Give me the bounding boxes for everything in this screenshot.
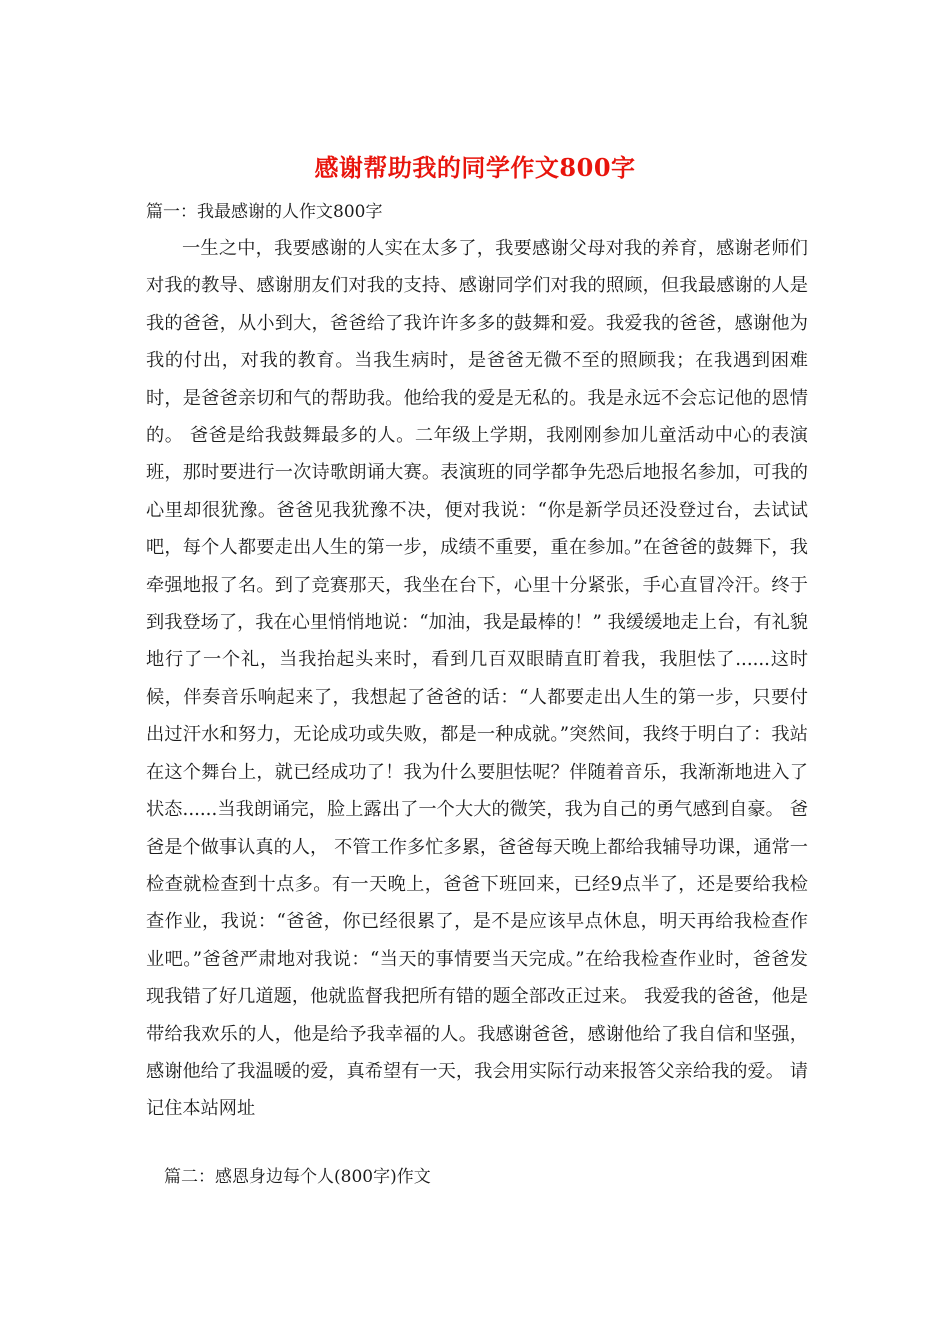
section-2-heading: 篇二：感恩身边每个人(800字)作文: [164, 1167, 431, 1187]
section-1-heading: 篇一：我最感谢的人作文800字: [146, 202, 383, 222]
section-1-body: 一生之中，我要感谢的人实在太多了，我要感谢父母对我的养育，感谢老师们对我的教导、感谢朋友们对我的支持、感谢同学们对我的照顾，但我最感谢的人是我的爸爸，从小到大，爸爸给了我许许多多的鼓舞和爱。我爱我的爸爸，感谢他为我的付出，对我的教育。当我生病时，是爸爸无微不至的照顾我；在我遇到困难时，是爸爸亲切和气的帮助我。他给我的爱是无私的。我是永远不会忘记他的恩情的。 爸爸是给我鼓舞最多的人。二年级上学期，我刚刚参加儿童活动中心的表演班，那时要进行一次诗歌朗诵大赛。表演班的同学都争先恐后地报名参加，可我的心里却很犹豫。爸爸见我犹豫不决，便对我说：“你是新学员还没登过台，去试试吧，每个人都要走出人生的第一步，成绩不重要，重在参加。”在爸爸的鼓舞下，我牵强地报了名。到了竞赛那天，我坐在台下，心里十分紧张，手心直冒冷汗。终于到我登场了，我在心里悄悄地说：“加油，我是最棒的！” 我缓缓地走上台，有礼貌地行了一个礼，当我抬起头来时，看到几百双眼睛直盯着我，我胆怯了......这时候，伴奏音乐响起来了，我想起了爸爸的话：“人都要走出人生的第一步，只要付出过汗水和努力，无论成功或失败，都是一种成就。”突然间，我终于明白了：我站在这个舞台上，就已经成功了！我为什么要胆怯呢？伴随着音乐，我渐渐地进入了状态......当我朗诵完，脸上露出了一个大大的微笑，我为自己的勇气感到自豪。 爸爸是个做事认真的人， 不管工作多忙多累，爸爸每天晚上都给我辅导功课，通常一检查就检查到十点多。有一天晚上，爸爸下班回来，已经9点半了，还是要给我检查作业，我说：“爸爸，你已经很累了，是不是应该早点休息，明天再给我检查作业吧。”爸爸严肃地对我说：“当天的事情要当天完成。”在给我检查作业时，爸爸发现我错了好几道题，他就监督我把所有错的题全部改正过来。 我爱我的爸爸，他是带给我欢乐的人，他是给予我幸福的人。我感谢爸爸，感谢他给了我自信和坚强，感谢他给了我温暖的爱，真希望有一天，我会用实际行动来报答父亲给我的爱。 请记住本站网址: [146, 238, 808, 1120]
document-title: 感谢帮助我的同学作文800字: [314, 153, 636, 182]
